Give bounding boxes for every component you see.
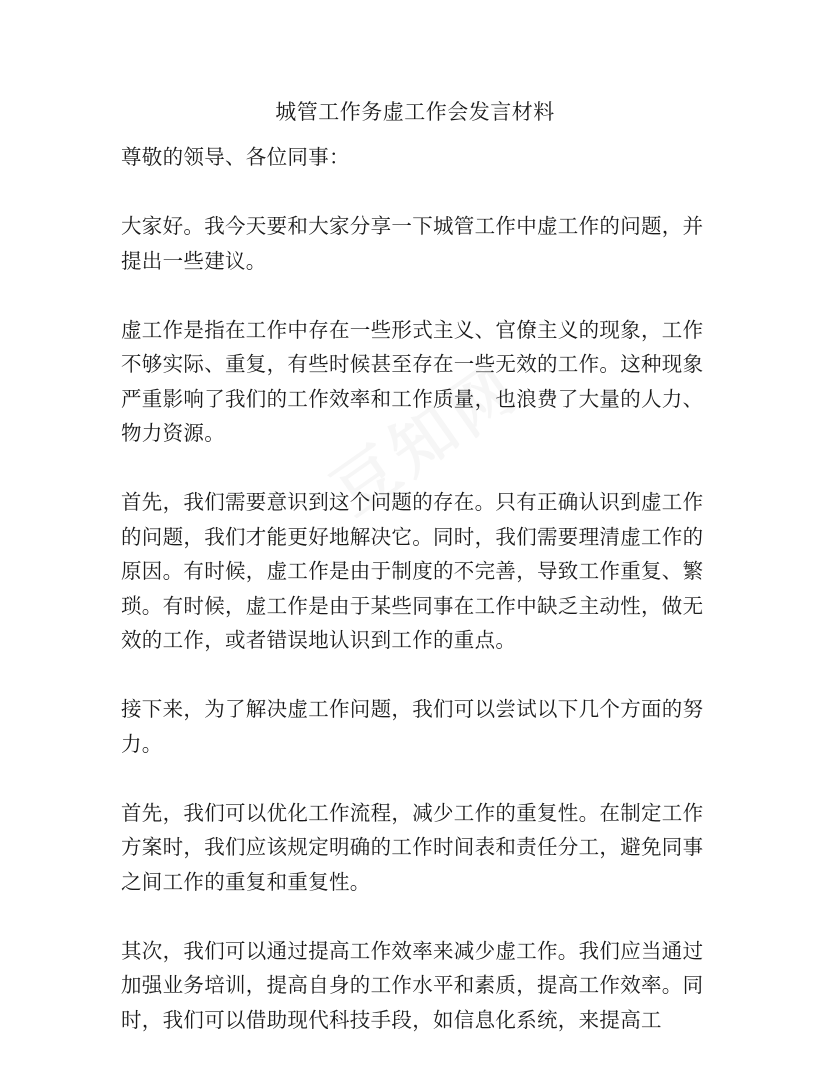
body-paragraph: 大家好。我今天要和大家分享一下城管工作中虚工作的问题，并提出一些建议。 xyxy=(121,214,704,273)
body-paragraph: 首先，我们需要意识到这个问题的存在。只有正确认识到虚工作的问题，我们才能更好地解决它。同时，我们需要理清虚工作的原因。有时候，虚工作是由于制度的不完善，导致工作重复、繁琐。有时候，虚工作是由于某些同事在工作中缺乏主动性，做无效的工作，或者错误地认识到工作的重点。 xyxy=(121,490,704,652)
document-body xyxy=(121,140,721,1072)
body-paragraph: 首先，我们可以优化工作流程，减少工作的重复性。在制定工作方案时，我们应该规定明确的工作时间表和责任分工，避免同事之间工作的重复和重复性。 xyxy=(121,800,704,894)
document-title: 城管工作务虚工作会发言材料 xyxy=(275,100,555,124)
body-paragraph: 虚工作是指在工作中存在一些形式主义、官僚主义的现象，工作不够实际、重复，有些时候甚至存在一些无效的工作。这种现象严重影响了我们的工作效率和工作质量，也浪费了大量的人力、物力资源。 xyxy=(121,317,704,445)
greeting-paragraph: 尊敬的领导、各位同事： xyxy=(121,145,350,169)
body-paragraph: 其次，我们可以通过提高工作效率来减少虚工作。我们应当通过加强业务培训，提高自身的工作水平和素质，提高工作效率。同时，我们可以借助现代科技手段，如信息化系统，来提高工 xyxy=(121,938,704,1032)
body-paragraph: 接下来，为了解决虚工作问题，我们可以尝试以下几个方面的努力。 xyxy=(121,697,704,756)
